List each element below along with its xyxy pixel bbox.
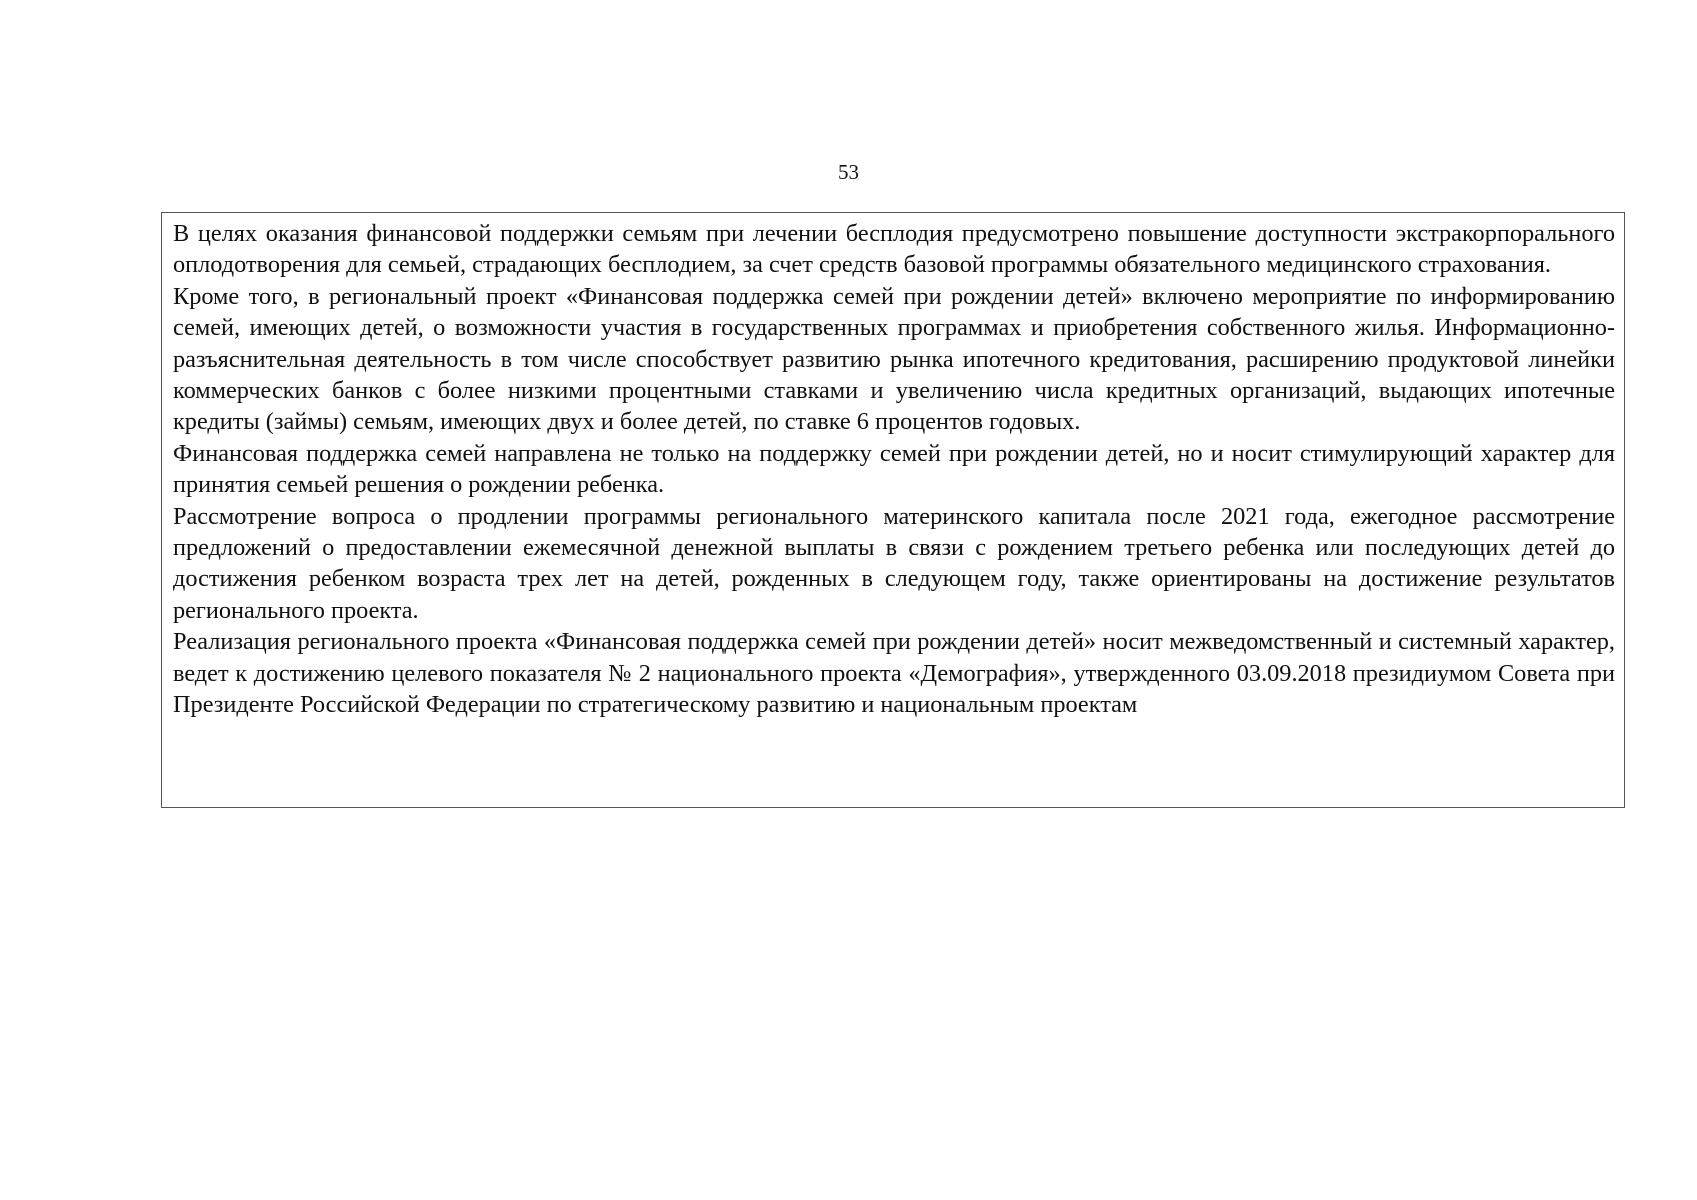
paragraph-ivf-support: В целях оказания финансовой поддержки семьям при лечении бесплодия предусмотрено повышение доступности экстракорпорального оплодотворения для семьей, страдающих бесплодием, за счет средств базовой программы обязательного медицинского страхования. [173, 220, 1615, 279]
page-number: 53 [838, 160, 859, 184]
paragraph-financial-support: Финансовая поддержка семей направлена не только на поддержку семей при рождении детей, но и носит стимулирующий характер для принятия семьей решения о рождении ребенка. [173, 439, 1615, 499]
paragraph-housing-information: Кроме того, в региональный проект «Финансовая поддержка семей при рождении детей» включено мероприятие по информированию семей, имеющих детей, о возможности участия в государственных программах и приобретения собственного жилья. Информационно-разъяснительная деятельность в том числе способствует развитию рынка ипотечного кредитования, расширению продуктовой линейки коммерческих банков с более низкими процентными ставками и увеличению числа кредитных организаций, выдающих ипотечные кредиты (займы) семьям, имеющих двух и более детей, по ставке 6 процентов годовых. [173, 282, 1615, 436]
paragraph-maternity-capital: Рассмотрение вопроса о продлении программы регионального материнского капитала после 2021 года, ежегодное рассмотрение предложений о предоставлении ежемесячной денежной выплаты в связи с рождением третьего ребенка или последующих детей до достижения ребенком возраста трех лет на детей, рожденных в следующем году, также ориентированы на достижение результатов регионального проекта. [173, 502, 1615, 624]
paragraph-project-implementation: Реализация регионального проекта «Финансовая поддержка семей при рождении детей» носит межведомственный и системный характер, ведет к достижению целевого показателя № 2 национального проекта «Демография», утвержденного 03.09.2018 президиумом Совета при Президенте Российской Федерации по стратегическому развитию и национальным проектам [173, 628, 1615, 719]
text-box [161, 212, 1625, 808]
